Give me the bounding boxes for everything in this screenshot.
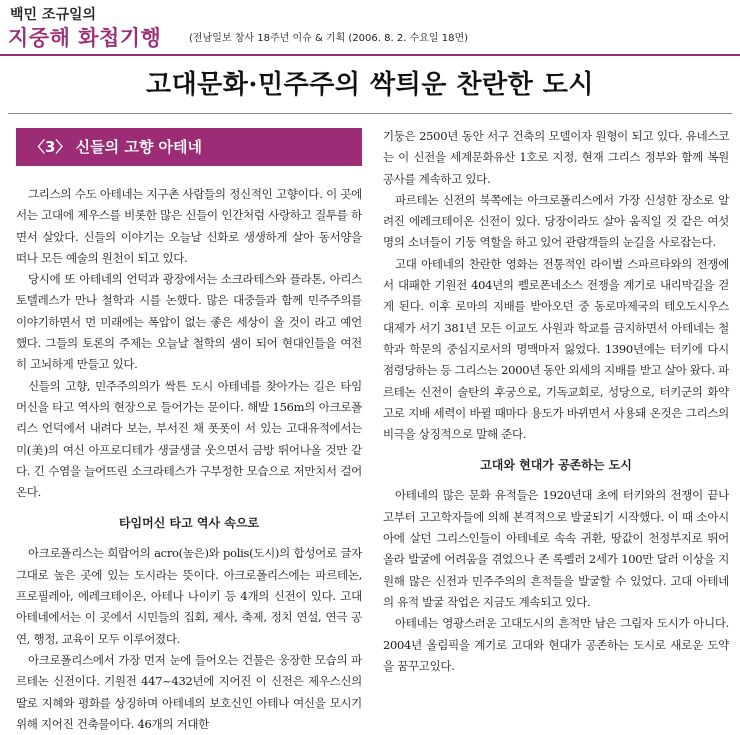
paragraph: 아크로폴리스는 희랍어의 acro(높은)와 polis(도시)의 합성어로 글자 그대로 높은 곳에 있는 도시라는 뜻이다. 아크로폴리스에는 파르테논, 프로필레아, 에레크테이온, 아테나 나이키 등 4개의 신전이 있다. 고대 아테네에서는 이 곳에서 시민들의 집회, 제사, 축제, 정치 연설, 연극 공연, 행정, 교육이 모두 이루어졌다. [16,546,362,646]
series-author: 백민 조규일의 [10,7,97,23]
header-divider [0,54,740,56]
paragraph: 고대 아테네의 찬란한 영화는 전통적인 라이벌 스파르타와의 전쟁에서 대패한 기원전 404년의 펠로폰네소스 전쟁을 계기로 내리막길을 걷게 된다. 이후 로마의 지배를 받아오던 중 동로마제국의 테오도시우스 대제가 서기 381년 모든 이교도 사원과 학교를 금지하면서 아테네는 철학과 학문의 중심지로서의 명맥마저 잃었다. 1390년에는 터키에 다시 점령당하는 등 그리스는 2000년 동안 외세의 지배를 받고 살아 왔다. 파르테논 신전이 술탄의 후궁으로, 기독교회로, 성당으로, 터키군의 화약고로 지배 세력이 바뀔 때마다 용도가 바뀌면서 사용돼 온것은 그리스의 비극을 상징적으로 말해 준다. [383,256,730,442]
paragraph: 파르테논 신전의 북쪽에는 아크로폴리스에서 가장 신성한 장소로 알려진 에레크테이온 신전이 있다. 당장이라도 살아 움직일 것 같은 여섯 명의 소녀들이 기둥 역할을 하고 있어 관람객들의 눈길을 사로잡는다. [383,192,729,250]
section-heading: 〈3〉 신들의 고향 아테네 [16,128,362,166]
article-title: 고대문화·민주주의 싹틔운 찬란한 도시 [145,70,595,100]
paragraph: 그리스의 수도 아테네는 지구촌 사람들의 정신적인 고향이다. 이 곳에서는 고대에 제우스를 비롯한 많은 신들이 인간처럼 사랑하고 질투를 하면서 살았다. 신들의 이야기는 오늘날 신화로 생생하게 살아 동서양을 떠나 모든 예술의 원천이 되고 있다. [16,187,362,265]
title-divider [8,113,732,114]
paragraph: 아크로폴리스에서 가장 먼저 눈에 들어오는 건물은 웅장한 모습의 파르테논 신전이다. 기원전 447~432년에 지어진 이 신전은 제우스신의 딸로 지혜와 평화를 상징하며 아테네의 보호신인 아테나 여신을 모시기 위해 지어진 건축물이다. 46개의 거대한 [16,652,362,731]
paragraph: 기둥은 2500년 동안 서구 건축의 모델이자 원형이 되고 있다. 유네스코는 이 신전을 세계문화유산 1호로 지정, 현재 그리스 정부와 함께 복원 공사를 계속하고 있다. [383,129,729,186]
publication-info: (전남일보 창사 18주년 이슈 & 기획 (2006. 8. 2. 수요일 18면) [189,33,469,44]
paragraph: 아테네는 영광스러운 고대도시의 흔적만 남은 그림자 도시가 아니다. 2004년 올림픽을 계기로 고대와 현대가 공존하는 도시로 새로운 도약을 꿈꾸고있다. [383,616,729,673]
paragraph: 아테네의 많은 문화 유적들은 1920년대 초에 터키와의 전쟁이 끝나고부터 고고학자들에 의해 본격적으로 발굴되기 시작했다. 이 때 소아시아에 살던 그리스인들이 아테네로 속속 귀환, 땅값이 천정부지로 뛰어 올라 발굴에 어려움을 겪었으나 존 록펠러 2세가 100만 달러 이상을 지원해 많은 신전과 민주주의의 흔적들을 발굴할 수 있었다. 고대 아테네의 유적 발굴 작업은 지금도 계속되고 있다. [383,488,729,609]
right-column [383,126,729,677]
subheading: 고대와 현대가 공존하는 도시 [480,458,632,473]
subheading: 타임머신 타고 역사 속으로 [118,516,260,531]
left-column [16,128,362,735]
paragraph: 신들의 고향, 민주주의의가 싹튼 도시 아테네를 찾아가는 길은 타임 머신을 타고 역사의 현장으로 들어가는 문이다. 해발 156m의 아크로폴리스 언덕에서 내려다 보는, 부서진 채 폿폿이 서 있는 고대유적에서는 미(美)의 여신 아프로디테가 생글생글 웃으면서 금방 뛰어나올 것만 같다. 긴 수염을 늘어뜨린 소크라테스가 구부정한 모습으로 저만치서 걸어 온다. [16,378,362,500]
paragraph: 당시에 또 아테네의 언덕과 광장에서는 소크라테스와 플라톤, 아리스토텔레스가 만나 철학과 시를 논했다. 많은 대중들과 함께 민주주의를 이야기하면서 먼 미래에는 폭압이 없는 좋은 세상이 올 것이 라고 예언했다. 그들의 토론의 주제는 오늘날 철학의 샘이 되어 현대인들을 여전히 고뇌하게 만들고 있다. [16,272,362,372]
series-name: 지중해 화첩기행 [8,26,162,50]
